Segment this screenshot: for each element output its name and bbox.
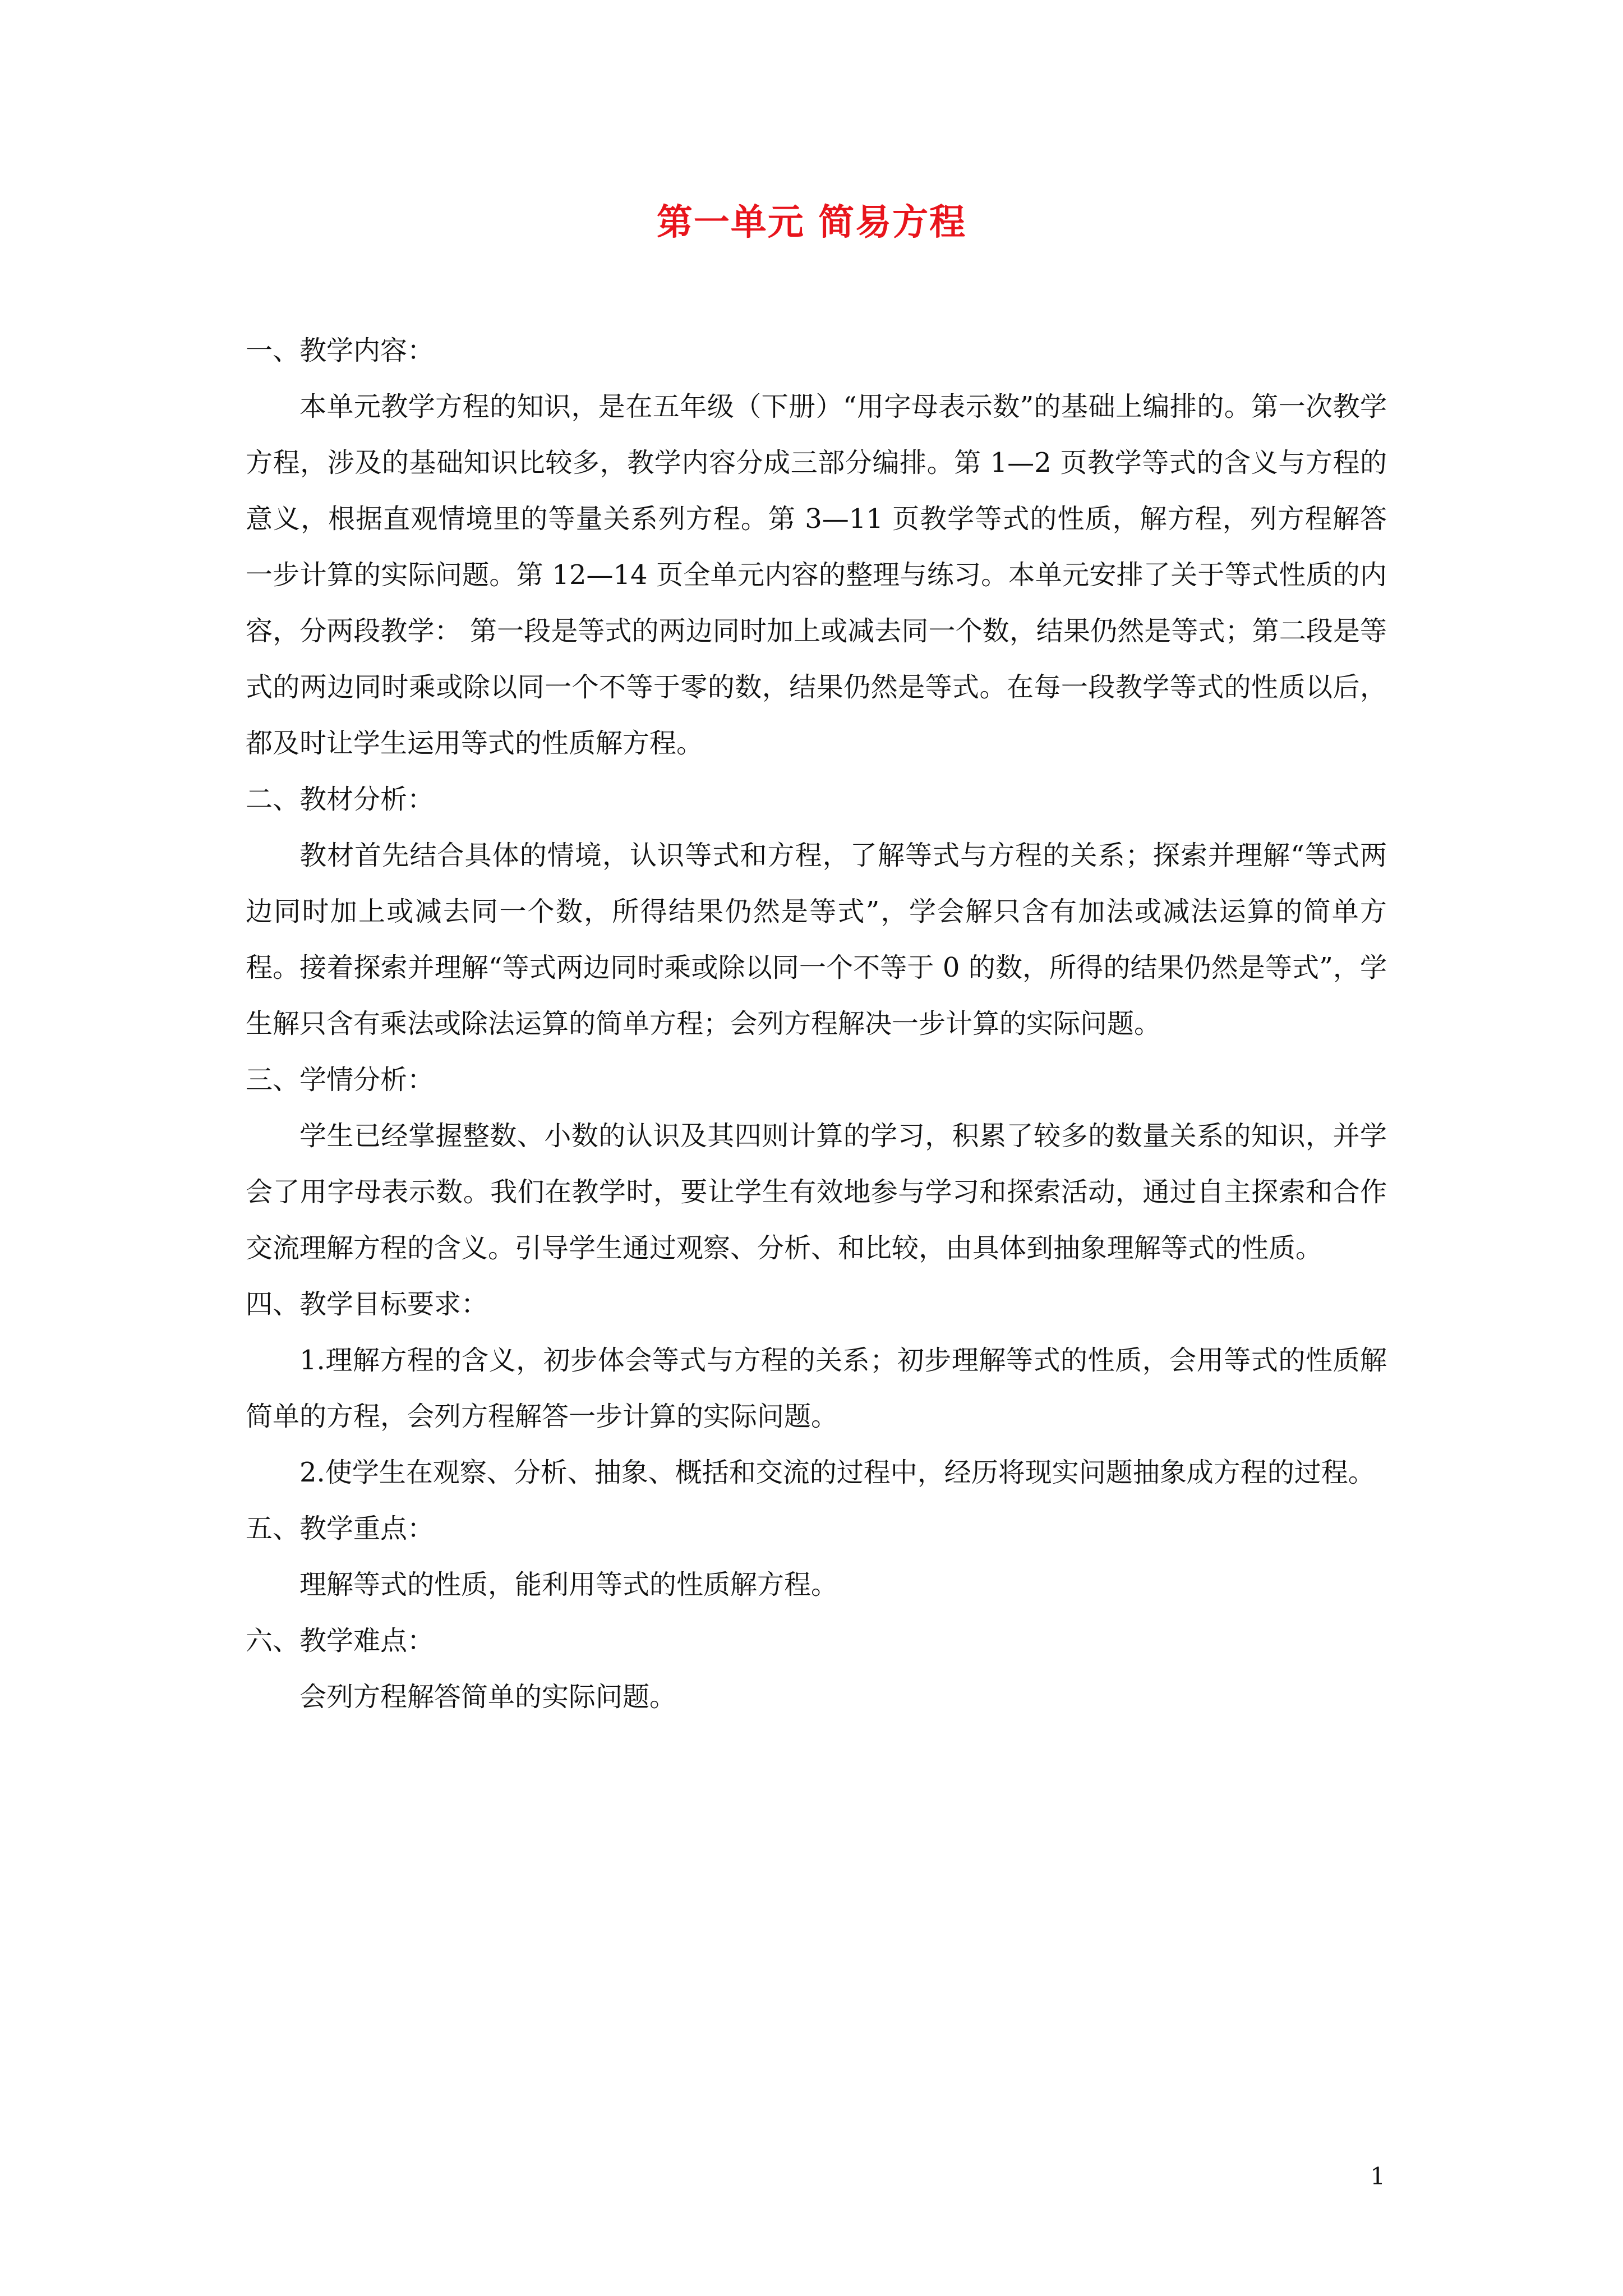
section-key-points: [246, 1501, 1387, 1613]
section-paragraph: 学生已经掌握整数、小数的认识及其四则计算的学习，积累了较多的数量关系的知识，并学会了用字母表示数。我们在教学时，要让学生有效地参与学习和探索活动，通过自主探索和合作交流理解方程的含义。引导学生通过观察、分析、和比较，由具体到抽象理解等式的性质。: [246, 1120, 1387, 1264]
section-teaching-content: [246, 323, 1387, 771]
section-heading: 一、教学内容：: [246, 335, 435, 366]
document-title: 第一单元 简易方程: [656, 201, 967, 243]
objective-item: 1.理解方程的含义，初步体会等式与方程的关系；初步理解等式的性质，会用等式的性质解简单的方程，会列方程解答一步计算的实际问题。: [246, 1345, 1387, 1432]
section-heading: 三、学情分析：: [246, 1064, 435, 1096]
section-paragraph: 理解等式的性质，能利用等式的性质解方程。: [299, 1569, 838, 1600]
section-heading: 二、教材分析：: [246, 784, 435, 815]
section-heading: 五、教学重点：: [246, 1513, 435, 1544]
section-textbook-analysis: [246, 771, 1387, 1052]
section-teaching-objectives: [246, 1276, 1387, 1501]
section-student-analysis: [246, 1052, 1387, 1276]
objective-item: 2.使学生在观察、分析、抽象、概括和交流的过程中，经历将现实问题抽象成方程的过程。: [299, 1457, 1375, 1488]
section-paragraph: 本单元教学方程的知识，是在五年级（下册）“用字母表示数”的基础上编排的。第一次教学方程，涉及的基础知识比较多，教学内容分成三部分编排。第 1—2 页教学等式的含义与方程的意义，根据直观情境里的等量关系列方程。第 3—11 页教学等式的性质，解方程，列方程解答一步计算的实际问题。第 12—14 页全单元内容的整理与练习。本单元安排了关于等式性质的内容，分两段教学： 第一段是等式的两边同时加上或减去同一个数，结果仍然是等式；第二段是等式的两边同时乘或除以同一个不等于零的数，结果仍然是等式。在每一段教学等式的性质以后，都及时让学生运用等式的性质解方程。: [246, 391, 1387, 759]
section-difficulties: [246, 1613, 1387, 1725]
section-paragraph: 会列方程解答简单的实际问题。: [299, 1681, 677, 1713]
section-paragraph: 教材首先结合具体的情境，认识等式和方程，了解等式与方程的关系；探索并理解“等式两边同时加上或减去同一个数，所得结果仍然是等式”，学会解只含有加法或减法运算的简单方程。接着探索并理解“等式两边同时乘或除以同一个不等于 0 的数，所得的结果仍然是等式”，学生解只含有乘法或除法运算的简单方程；会列方程解决一步计算的实际问题。: [246, 840, 1387, 1039]
page-number: 1: [1370, 2162, 1385, 2190]
section-heading: 六、教学难点：: [246, 1625, 435, 1657]
section-heading: 四、教学目标要求：: [246, 1289, 488, 1320]
document-body: [246, 323, 1387, 1725]
